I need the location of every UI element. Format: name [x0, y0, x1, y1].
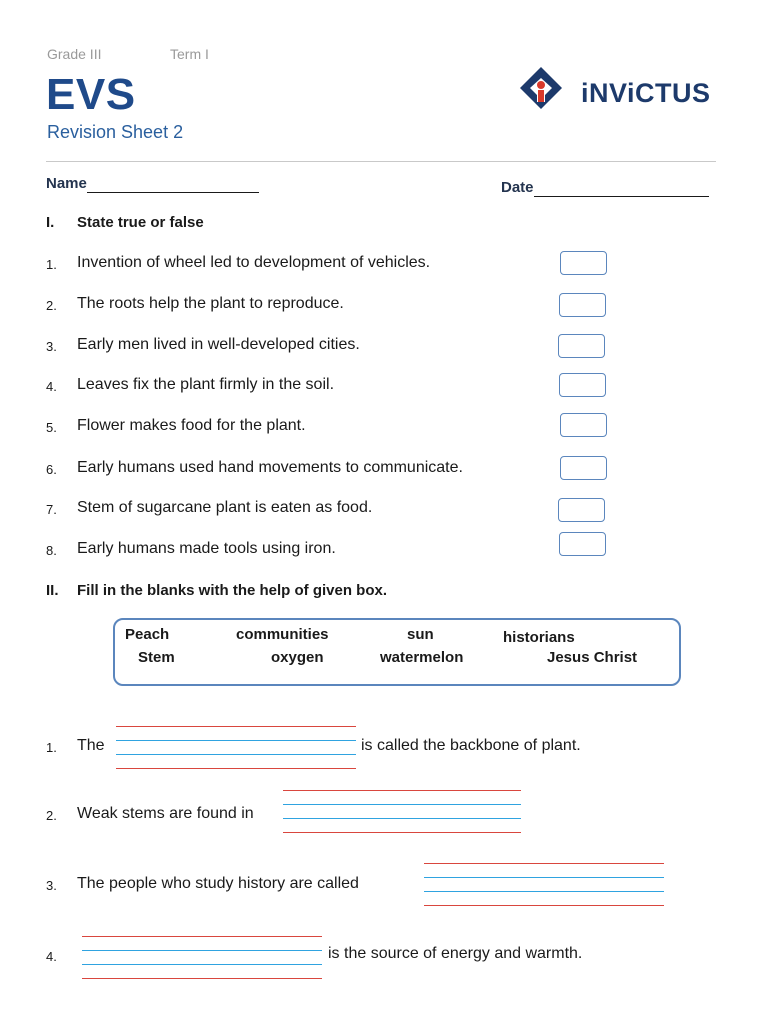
section-1-heading: State true or false [77, 214, 204, 231]
tf-answer-box[interactable] [560, 251, 607, 275]
tf-item-text: Flower makes food for the plant. [77, 417, 306, 434]
guide-line-blue [116, 754, 356, 755]
date-label: Date [501, 179, 534, 196]
guide-line-blue [283, 804, 521, 805]
answer-blank[interactable] [82, 934, 322, 980]
blank-item-number: 4. [46, 949, 57, 964]
guide-line-red [82, 936, 322, 937]
invictus-logo [519, 66, 719, 122]
tf-item-text: Invention of wheel led to development of vehicles. [77, 254, 431, 271]
blank-item-before: Weak stems are found in [77, 805, 254, 822]
section-1-number: I. [46, 214, 55, 231]
date-field[interactable] [501, 179, 709, 197]
tf-item-number: 1. [46, 257, 57, 272]
blank-item-before: The [77, 737, 105, 754]
guide-line-red [116, 726, 356, 727]
guide-line-blue [116, 740, 356, 741]
tf-answer-box[interactable] [559, 293, 606, 317]
blank-item-number: 3. [46, 878, 57, 893]
blank-item-after: is the source of energy and warmth. [328, 945, 583, 962]
tf-item-text: The roots help the plant to reproduce. [77, 295, 344, 312]
word-bank-item: historians [503, 629, 575, 646]
answer-blank[interactable] [424, 861, 664, 907]
section-2-number: II. [46, 582, 59, 599]
guide-line-blue [82, 950, 322, 951]
diamond-logo-icon [519, 66, 575, 122]
date-blank-line[interactable] [534, 182, 709, 197]
tf-answer-box[interactable] [558, 334, 605, 358]
word-bank-item: communities [236, 626, 329, 643]
blank-item-before: The people who study history are called [77, 875, 359, 892]
grade-label: Grade III [47, 46, 102, 62]
guide-line-red [283, 790, 521, 791]
header-divider [46, 161, 716, 162]
name-label: Name [46, 175, 87, 192]
tf-item-number: 3. [46, 339, 57, 354]
answer-blank[interactable] [283, 788, 521, 834]
guide-line-red [424, 863, 664, 864]
tf-item-number: 7. [46, 502, 57, 517]
tf-answer-box[interactable] [559, 532, 606, 556]
guide-line-red [424, 905, 664, 906]
word-bank-item: Jesus Christ [547, 649, 638, 666]
word-bank-item: oxygen [271, 649, 324, 666]
blank-item-number: 2. [46, 808, 57, 823]
tf-answer-box[interactable] [560, 456, 607, 480]
word-bank-item: Stem [138, 649, 175, 666]
name-field[interactable] [46, 175, 259, 193]
section-2-heading: Fill in the blanks with the help of given box. [77, 582, 388, 599]
guide-line-blue [283, 818, 521, 819]
tf-item-text: Early men lived in well-developed cities. [77, 336, 360, 353]
tf-item-text: Early humans made tools using iron. [77, 540, 336, 557]
sheet-subtitle: Revision Sheet 2 [47, 122, 184, 142]
blank-item-number: 1. [46, 740, 57, 755]
term-label: Term I [170, 46, 209, 62]
tf-item-number: 2. [46, 298, 57, 313]
subject-title: EVS [46, 70, 136, 119]
tf-item-text: Stem of sugarcane plant is eaten as food. [77, 499, 373, 516]
blank-item-after: is called the backbone of plant. [361, 737, 581, 754]
guide-line-red [116, 768, 356, 769]
tf-item-number: 6. [46, 462, 57, 477]
tf-item-number: 4. [46, 379, 57, 394]
name-blank-line[interactable] [87, 178, 259, 193]
word-bank-item: sun [407, 626, 434, 643]
logo-wordmark: iNViCTUS [581, 78, 711, 108]
tf-item-number: 8. [46, 543, 57, 558]
word-bank-item: Peach [125, 626, 170, 643]
guide-line-red [283, 832, 521, 833]
tf-item-number: 5. [46, 420, 57, 435]
tf-answer-box[interactable] [558, 498, 605, 522]
tf-item-text: Leaves fix the plant firmly in the soil. [77, 376, 335, 393]
guide-line-red [82, 978, 322, 979]
word-bank-item: watermelon [380, 649, 464, 666]
guide-line-blue [424, 877, 664, 878]
guide-line-blue [82, 964, 322, 965]
tf-answer-box[interactable] [559, 373, 606, 397]
tf-answer-box[interactable] [560, 413, 607, 437]
guide-line-blue [424, 891, 664, 892]
answer-blank[interactable] [116, 724, 356, 770]
tf-item-text: Early humans used hand movements to communicate. [77, 459, 463, 476]
